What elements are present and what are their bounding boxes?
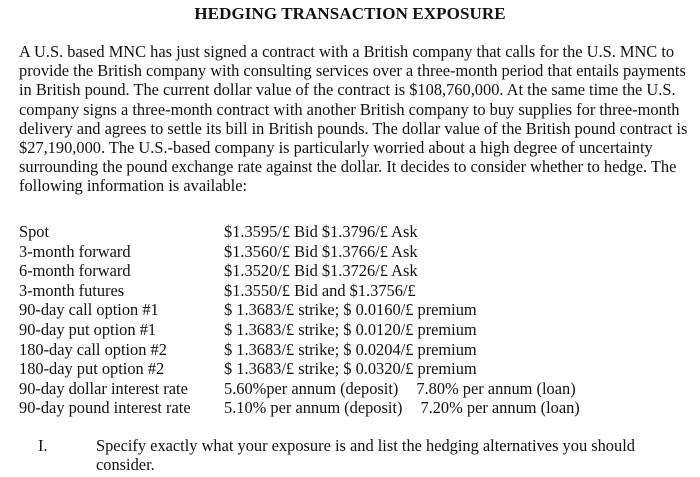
rate-row-pound-interest-rate: [19, 398, 580, 418]
loan-rate: 7.80% per annum (loan): [416, 378, 576, 398]
rates-table: [19, 222, 580, 418]
rate-value: $1.3520/£ Bid $1.3726/£ Ask: [224, 261, 418, 281]
rate-value: $1.3595/£ Bid $1.3796/£ Ask: [224, 222, 418, 241]
rate-value: $1.3560/£ Bid $1.3766/£ Ask: [224, 241, 418, 261]
rate-value: $1.3550/£ Bid and $1.3756/£: [224, 280, 416, 300]
rate-label: 3-month forward: [19, 241, 131, 261]
rate-value: [224, 398, 580, 418]
rate-label: 90-day dollar interest rate: [19, 378, 188, 398]
rate-value: $ 1.3683/£ strike; $ 0.0204/£ premium: [224, 339, 477, 359]
question-text: Specify exactly what your exposure is and list the hedging alternatives you should consider.: [96, 436, 635, 475]
rate-label: 90-day call option #1: [19, 300, 159, 320]
rate-row-6-month-forward: [19, 261, 580, 281]
rate-row-3-month-forward: [19, 242, 580, 262]
rate-label: 3-month futures: [19, 280, 125, 300]
deposit-rate: 5.60%per annum (deposit): [224, 378, 399, 398]
rate-row-90-day-call-option: [19, 300, 580, 320]
problem-paragraph: A U.S. based MNC has just signed a contract with a British company that calls for the U.S. MNC to provide the British company with consulting services over a three-month period that entails payments in British pound. The current dollar value of the contract is $108,760,000. At the same time the U.S. company signs a three-month contract with another British company to buy supplies for three-month delivery and agrees to settle its bill in British pounds. The dollar value of the British pound contract is $27,190,000. The U.S.-based company is particularly worried about a high degree of uncertainty surrounding the pound exchange rate against the dollar. It decides to consider whether to hedge. The following information is available:: [19, 42, 688, 196]
rate-label: 180-day call option #2: [19, 339, 167, 359]
rate-row-90-day-put-option: [19, 320, 580, 340]
document-title: HEDGING TRANSACTION EXPOSURE: [194, 4, 506, 23]
rate-label: 6-month forward: [19, 261, 131, 281]
rate-row-dollar-interest-rate: [19, 379, 580, 399]
rate-row-180-day-call-option: [19, 340, 580, 360]
rate-label: 90-day put option #1: [19, 319, 157, 339]
rate-label: Spot: [19, 222, 50, 241]
loan-rate: 7.20% per annum (loan): [420, 398, 580, 418]
rate-value: $ 1.3683/£ strike; $ 0.0320/£ premium: [224, 359, 477, 379]
rate-label: 90-day pound interest rate: [19, 398, 191, 418]
rate-value: [224, 379, 576, 399]
rate-label: 180-day put option #2: [19, 359, 165, 379]
rate-row-3-month-futures: [19, 281, 580, 301]
rate-row-180-day-put-option: [19, 359, 580, 379]
rate-row-spot: [19, 222, 580, 242]
rate-value: $ 1.3683/£ strike; $ 0.0160/£ premium: [224, 300, 477, 320]
deposit-rate: 5.10% per annum (deposit): [224, 398, 403, 418]
question-item: [38, 436, 678, 474]
rate-value: $ 1.3683/£ strike; $ 0.0120/£ premium: [224, 319, 477, 339]
question-number: I.: [38, 436, 48, 455]
